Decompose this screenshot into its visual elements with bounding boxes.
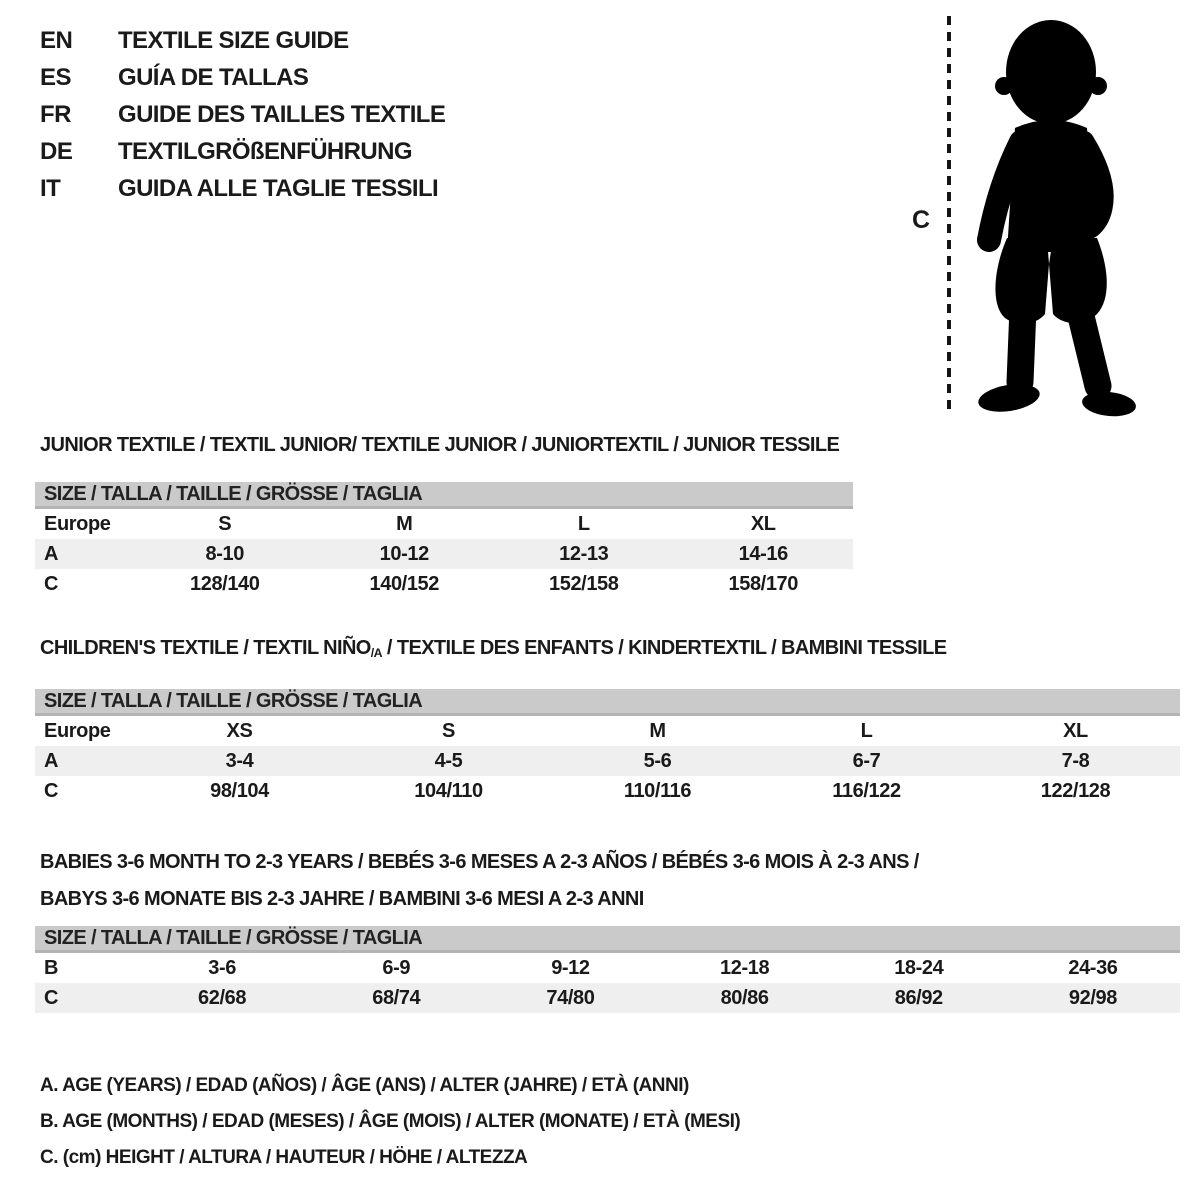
lang-code: IT <box>40 174 61 202</box>
size-header-bar: SIZE / TALLA / TAILLE / GRÖSSE / TAGLIA <box>35 689 1180 716</box>
age-value: 4-5 <box>434 749 463 772</box>
row-label: Europe <box>44 719 111 742</box>
height-value: 86/92 <box>894 986 943 1009</box>
age-months-value: 6-9 <box>382 956 411 979</box>
height-value: 62/68 <box>198 986 247 1009</box>
note-age-months: B. AGE (MONTHS) / EDAD (MESES) / ÂGE (MOIS) / ALTER (MONATE) / ETÀ (MESI) <box>40 1111 741 1132</box>
babies-title-line2: BABYS 3-6 MONATE BIS 2-3 JAHRE / BAMBINI 3-6 MESI A 2-3 ANNI <box>40 888 644 910</box>
height-value: 68/74 <box>372 986 421 1009</box>
size-header-bar: SIZE / TALLA / TAILLE / GRÖSSE / TAGLIA <box>35 926 1180 953</box>
height-value: 140/152 <box>369 572 439 595</box>
age-months-value: 18-24 <box>894 956 944 979</box>
age-value: 6-7 <box>852 749 881 772</box>
lang-row-fr <box>40 96 445 133</box>
row-label: C <box>44 779 59 802</box>
table-row-age <box>35 746 1180 776</box>
age-months-value: 3-6 <box>208 956 236 979</box>
lang-code: ES <box>40 63 72 91</box>
lang-row-en <box>40 22 445 59</box>
size-value: L <box>577 512 590 535</box>
height-value: 74/80 <box>546 986 595 1009</box>
height-value: 104/110 <box>414 779 483 802</box>
size-value: XS <box>226 719 253 742</box>
size-value: S <box>442 719 455 742</box>
lang-title: GUIDA ALLE TAGLIE TESSILI <box>118 174 439 202</box>
row-label: C <box>44 986 59 1009</box>
size-value: S <box>218 512 232 535</box>
size-value: L <box>860 719 873 742</box>
age-months-value: 12-18 <box>720 956 770 979</box>
height-value: 152/158 <box>549 572 619 595</box>
legend-notes <box>40 1068 740 1176</box>
age-value: 7-8 <box>1061 749 1090 772</box>
table-row-age-months <box>35 953 1180 983</box>
age-value: 10-12 <box>379 542 429 565</box>
lang-code: DE <box>40 137 73 165</box>
table-row-europe <box>35 716 1180 746</box>
height-value: 122/128 <box>1040 779 1111 802</box>
size-header-bar: SIZE / TALLA / TAILLE / GRÖSSE / TAGLIA <box>35 482 853 509</box>
babies-size-table <box>35 926 1180 1013</box>
lang-code: EN <box>40 26 73 54</box>
age-months-value: 24-36 <box>1068 956 1118 979</box>
lang-title: TEXTILGRÖßENFÜHRUNG <box>118 137 412 165</box>
table-row-europe <box>35 509 853 539</box>
row-label: A <box>44 749 59 772</box>
lang-row-es <box>40 59 445 96</box>
table-row-age <box>35 539 853 569</box>
junior-section-title: JUNIOR TEXTILE / TEXTIL JUNIOR/ TEXTILE JUNIOR / JUNIORTEXTIL / JUNIOR TESSILE <box>40 434 840 456</box>
lang-title: GUIDE DES TAILLES TEXTILE <box>118 100 446 128</box>
size-value: M <box>396 512 413 535</box>
children-title-pre: CHILDREN'S TEXTILE / TEXTIL NIÑO <box>40 637 371 659</box>
height-value: 128/140 <box>190 572 260 595</box>
table-row-height <box>35 569 853 599</box>
children-title-post: / TEXTILE DES ENFANTS / KINDERTEXTIL / BAMBINI TESSILE <box>381 637 947 659</box>
language-title-list <box>40 22 445 207</box>
lang-title: GUÍA DE TALLAS <box>118 63 309 91</box>
note-height-cm: C. (cm) HEIGHT / ALTURA / HAUTEUR / HÖHE / ALTEZZA <box>40 1147 528 1168</box>
children-title-sub: /A <box>370 646 382 660</box>
table-row-height <box>35 776 1180 806</box>
age-value: 5-6 <box>643 749 672 772</box>
row-label: Europe <box>44 512 111 535</box>
age-value: 14-16 <box>738 542 788 565</box>
children-section-title <box>40 637 946 660</box>
age-value: 3-4 <box>225 749 254 772</box>
size-value: M <box>649 719 666 742</box>
age-value: 12-13 <box>559 542 609 565</box>
table-row-height <box>35 983 1180 1013</box>
note-age-years: A. AGE (YEARS) / EDAD (AÑOS) / ÂGE (ANS) / ALTER (JAHRE) / ETÀ (ANNI) <box>40 1075 689 1096</box>
babies-section-title <box>40 844 919 918</box>
toddler-silhouette-icon <box>963 12 1138 420</box>
size-value: XL <box>1063 719 1088 742</box>
children-size-table <box>35 689 1180 806</box>
height-value: 116/122 <box>832 779 901 802</box>
lang-row-it <box>40 170 445 207</box>
lang-code: FR <box>40 100 71 128</box>
babies-title-line1: BABIES 3-6 MONTH TO 2-3 YEARS / BEBÉS 3-6 MESES A 2-3 AÑOS / BÉBÉS 3-6 MOIS À 2-3 ANS / <box>40 851 919 873</box>
junior-size-table <box>35 482 853 599</box>
lang-title: TEXTILE SIZE GUIDE <box>118 26 349 54</box>
row-label: A <box>44 542 59 565</box>
height-value: 80/86 <box>720 986 769 1009</box>
age-value: 8-10 <box>205 542 244 565</box>
height-measure-label: C <box>912 206 931 234</box>
height-value: 158/170 <box>728 572 798 595</box>
row-label: C <box>44 572 59 595</box>
size-value: XL <box>750 512 776 535</box>
height-value: 110/116 <box>623 779 692 802</box>
age-months-value: 9-12 <box>551 956 590 979</box>
height-value: 98/104 <box>210 779 269 802</box>
height-dashed-line <box>947 16 951 416</box>
lang-row-de <box>40 133 445 170</box>
height-figure <box>900 0 1160 430</box>
height-value: 92/98 <box>1068 986 1117 1009</box>
row-label: B <box>44 956 59 979</box>
